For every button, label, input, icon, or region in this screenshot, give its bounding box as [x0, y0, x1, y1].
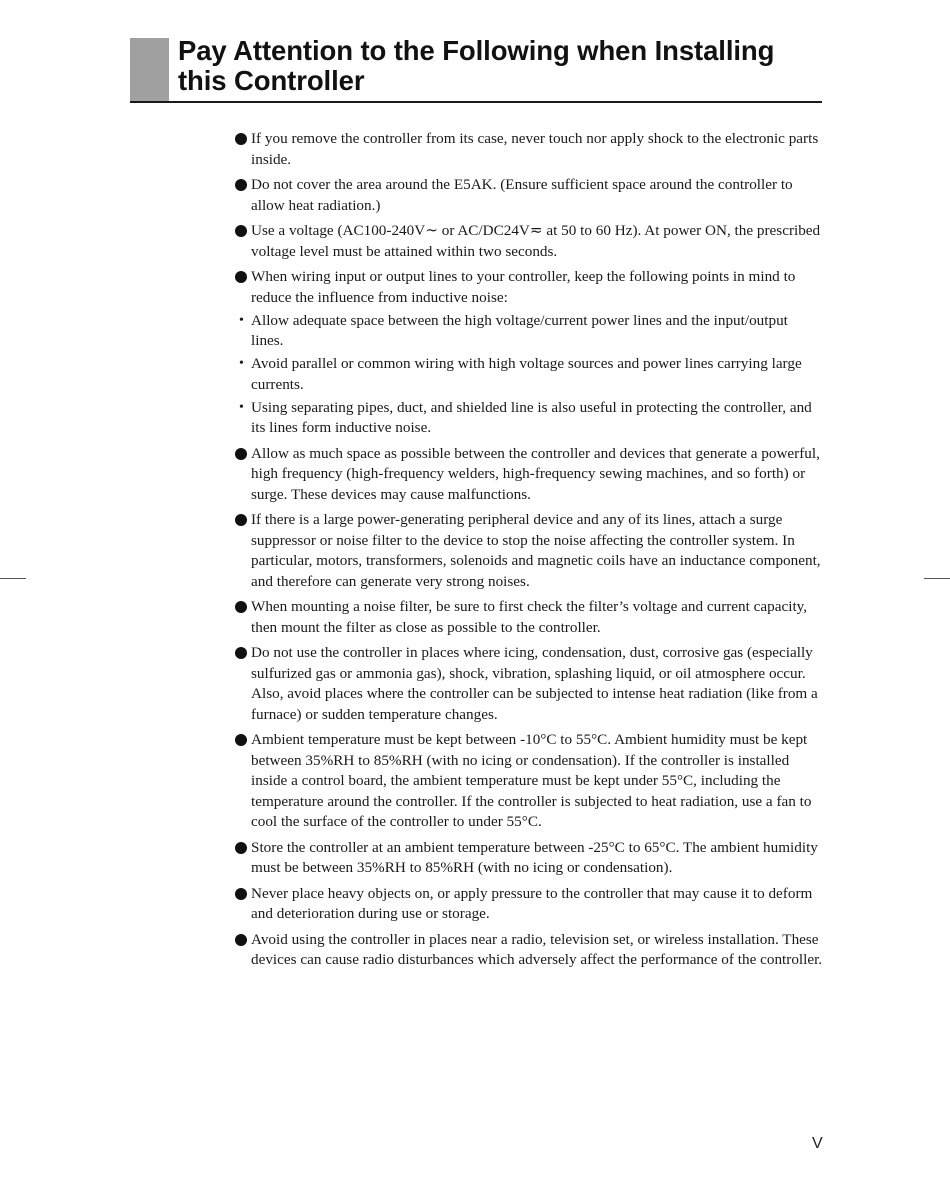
list-item	[235, 175, 823, 216]
list-item	[235, 730, 823, 833]
list-item	[235, 444, 823, 506]
list-item-text: Allow as much space as possible between the controller and devices that generate a powerful, high frequency (high-frequency welders, high-frequency sewing machines, and so forth) or surge. These devices may cause malfunctions.	[251, 444, 820, 503]
small-bullet-icon: •	[239, 312, 244, 328]
list-item	[235, 838, 823, 879]
small-bullet-icon: •	[239, 399, 244, 415]
list-item	[235, 510, 823, 592]
list-item-text: Do not cover the area around the E5AK. (Ensure sufficient space around the controller to allow heat radiation.)	[251, 176, 793, 214]
list-item-text: When wiring input or output lines to your controller, keep the following points in mind to reduce the influence from inductive noise:	[251, 268, 796, 306]
sub-list-item	[235, 311, 823, 352]
list-item-text: Ambient temperature must be kept between -10°C to 55°C. Ambient humidity must be kept between 35%RH to 85%RH (with no icing or condensation). If the controller is installed inside a control board, the ambient temperature must be kept under 55°C, including the temperature around the controller. If the controller is subjected to heat radiation, use a fan to cool the surface of the controller to under 55°C.	[251, 731, 812, 830]
small-bullet-icon: •	[239, 356, 244, 371]
precautions-list	[235, 129, 823, 976]
section-header	[130, 35, 822, 103]
sub-list-item	[235, 354, 823, 395]
list-item	[235, 884, 823, 925]
list-item	[235, 267, 823, 308]
list-item	[235, 643, 823, 725]
list-item-text: Allow adequate space between the high voltage/current power lines and the input/output lines.	[251, 311, 788, 349]
crop-mark-left	[0, 578, 26, 579]
page-title: Pay Attention to the Following when Installing this Controller	[178, 35, 775, 96]
list-item	[235, 930, 823, 971]
page-number: V	[812, 1135, 823, 1152]
list-item-text: Never place heavy objects on, or apply pressure to the controller that may cause it to deform and deterioration during use or storage.	[251, 884, 813, 922]
list-item-text: Avoid using the controller in places near a radio, television set, or wireless installation. These devices can cause radio disturbances which adversely affect the performance of the controller.	[251, 930, 823, 968]
crop-mark-right	[924, 578, 950, 579]
list-item-text: When mounting a noise filter, be sure to first check the filter’s voltage and current capacity, then mount the filter as close as possible to the controller.	[251, 598, 808, 636]
sub-list-item	[235, 398, 823, 439]
list-item	[235, 597, 823, 638]
list-item-text: If you remove the controller from its case, never touch nor apply shock to the electronic parts inside.	[251, 130, 819, 168]
list-item-text: Using separating pipes, duct, and shielded line is also useful in protecting the controller, and its lines form inductive noise.	[251, 398, 812, 436]
list-item	[235, 129, 823, 170]
title-accent-bar	[130, 38, 169, 101]
list-item-text: Do not use the controller in places where icing, condensation, dust, corrosive gas (especially sulfurized gas or ammonia gas), shock, vibration, splashing liquid, or oil atmosphere occur. Also, avoid places where the controller can be subjected to intense heat radiation (like from a furnace) or sudden temperature changes.	[251, 644, 818, 723]
list-item-text: Use a voltage (AC100-240V∼ or AC/DC24V≂ at 50 to 60 Hz). At power ON, the prescribed voltage level must be attained within two seconds.	[251, 222, 821, 260]
list-item	[235, 221, 823, 262]
list-item-text: Store the controller at an ambient temperature between -25°C to 65°C. The ambient humidity must be between 35%RH to 85%RH (with no icing or condensation).	[251, 838, 818, 876]
list-item-text: Avoid parallel or common wiring with high voltage sources and power lines carrying large currents.	[251, 355, 802, 393]
list-item-text: If there is a large power-generating peripheral device and any of its lines, attach a surge suppressor or noise filter to the device to stop the noise affecting the controller system. In particular, motors, transformers, solenoids and magnetic coils have an inductance component, and therefore can generate very strong noises.	[251, 511, 821, 590]
